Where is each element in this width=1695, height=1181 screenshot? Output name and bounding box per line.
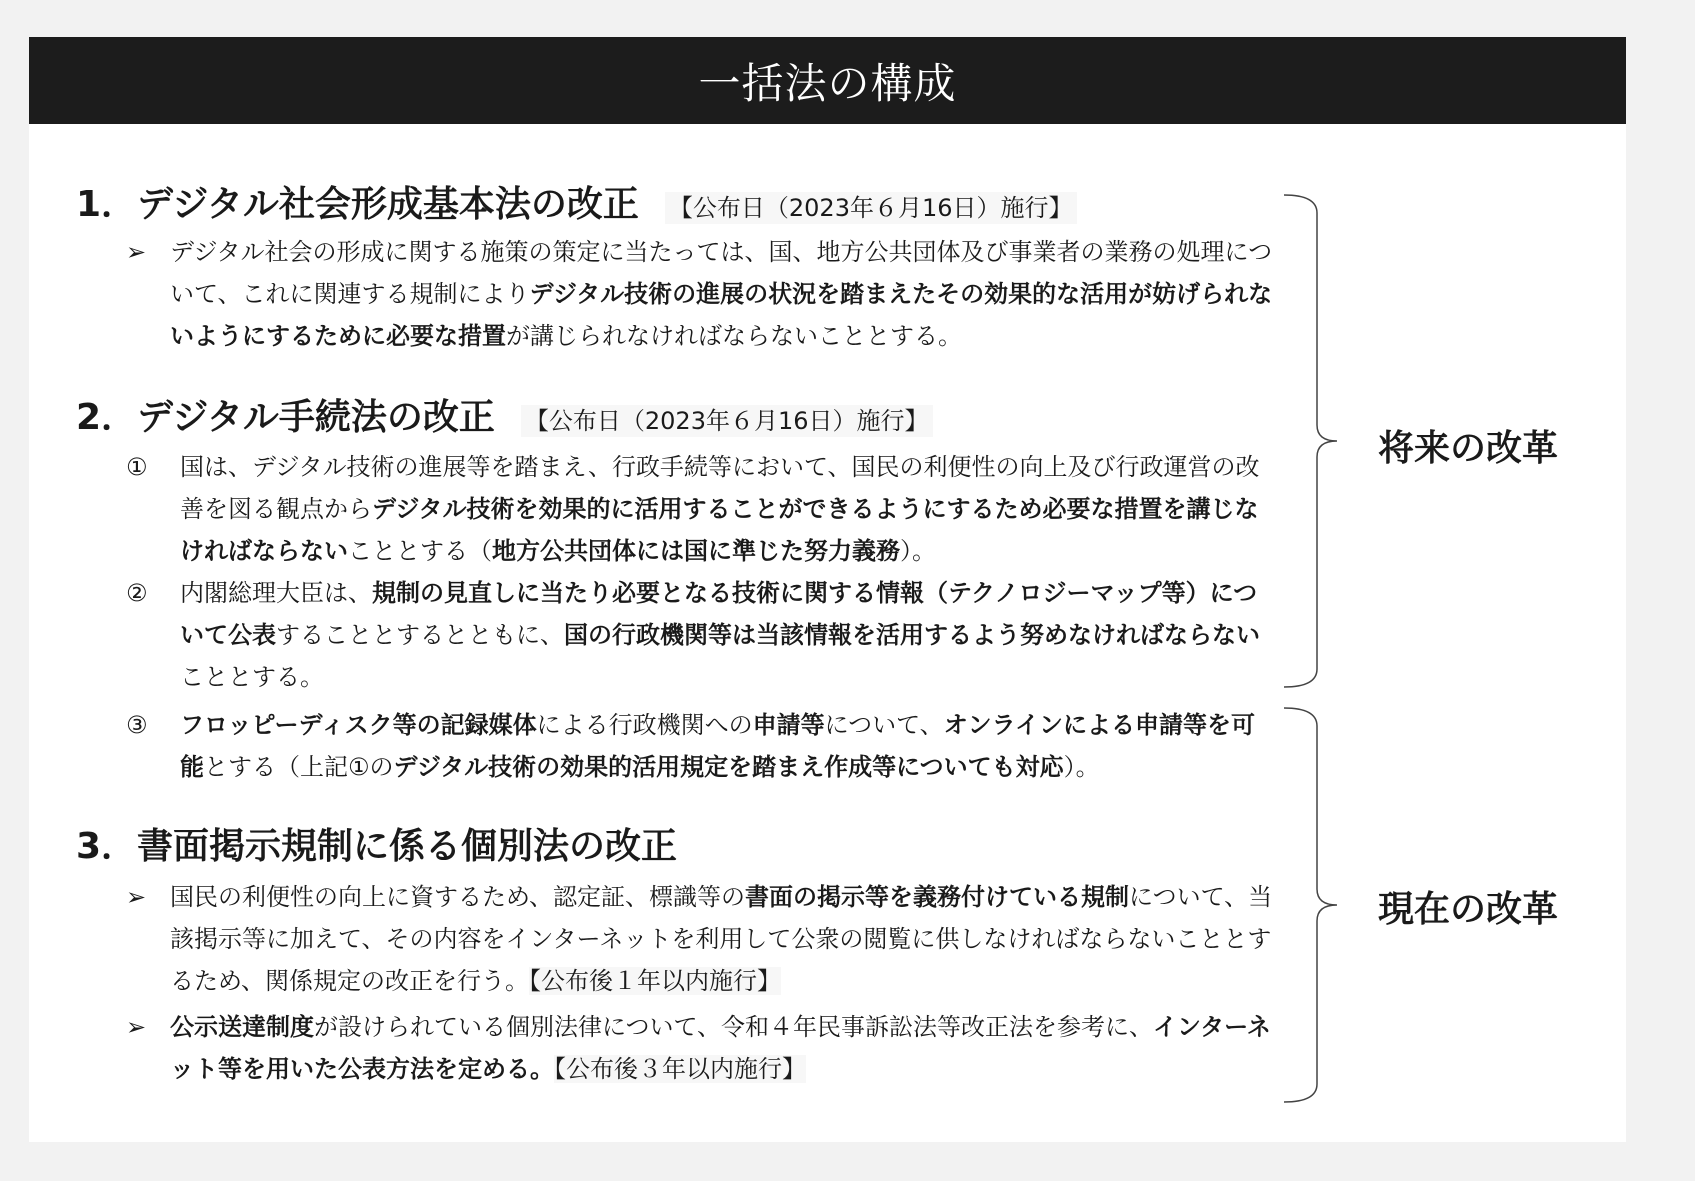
bullet-arrow-icon: ➢ bbox=[126, 238, 147, 266]
text-segment: デジタル社会の形成に関する施策の策定に当たっては、国、地方公共団体及び事業者の業務の処理について、これに関連する規制により bbox=[170, 238, 1273, 308]
section-2-item-3 bbox=[126, 704, 1276, 788]
emphasis-text: デジタル技術の進展の状況を踏まえたその効果的な活用が妨げられないようにするために必要な措置 bbox=[170, 280, 1273, 350]
section-2-item-2 bbox=[126, 572, 1276, 698]
text-segment: 国民の利便性の向上に資するため、認定証、標識等の bbox=[170, 883, 746, 911]
text-segment: することとするとともに、 bbox=[276, 621, 564, 649]
date-label: 【公布日（2023年６月16日）施行】 bbox=[665, 192, 1077, 224]
title-bar bbox=[29, 37, 1626, 124]
text-segment: ）。 bbox=[1063, 753, 1100, 781]
section-2-item-1 bbox=[126, 446, 1276, 572]
bullet-arrow-icon: ➢ bbox=[126, 883, 147, 911]
emphasis-text: デジタル技術を効果的に活用することができるようにするため必要な措置を講じなければならない bbox=[180, 495, 1259, 565]
text-segment: による行政機関への bbox=[536, 711, 753, 739]
section-3-heading bbox=[76, 818, 677, 869]
emphasis-text: 申請等 bbox=[752, 711, 825, 739]
brace-current bbox=[1282, 706, 1342, 1104]
bullet-arrow-icon: ➢ bbox=[126, 1013, 147, 1041]
page-title: 一括法の構成 bbox=[698, 58, 957, 108]
emphasis-text: インターネット等を用いた公表方法を定める。 bbox=[170, 1013, 1271, 1083]
brace-label-future: 将来の改革 bbox=[1378, 428, 1559, 469]
emphasis-text: 地方公共団体には国に準じた努力義務 bbox=[492, 537, 900, 565]
item-text bbox=[180, 704, 1276, 788]
emphasis-text: フロッピーディスク等の記録媒体 bbox=[180, 711, 537, 739]
brace-future bbox=[1282, 193, 1342, 689]
section-2-heading bbox=[76, 389, 933, 440]
item-text bbox=[170, 231, 1276, 357]
section-3-item-2 bbox=[126, 1006, 1276, 1090]
section-1-heading bbox=[76, 176, 1077, 227]
section-3-item-1 bbox=[126, 876, 1276, 1002]
text-segment: ）。 bbox=[900, 537, 936, 565]
text-segment: 国は、デジタル技術の進展等を踏まえ、行政手続等において、国民の利便性の向上及び行政運営の改善を図る観点から bbox=[180, 453, 1260, 523]
item-text bbox=[170, 1006, 1276, 1090]
text-segment: こととする（ bbox=[348, 537, 492, 565]
text-segment: とする（上記①の bbox=[204, 753, 394, 781]
heading-text: 3．書面掲示規制に係る個別法の改正 bbox=[76, 826, 678, 867]
text-segment: が講じられなければならないこととする。 bbox=[506, 322, 962, 350]
emphasis-text: 国の行政機関等は当該情報を活用するよう努めなければならない bbox=[564, 621, 1260, 649]
text-segment: こととする。 bbox=[180, 663, 324, 691]
text-segment: について、当該掲示等に加えて、その内容をインターネットを利用して公衆の閲覧に供しなければならないこととするため、関係規定の改正を行う。 bbox=[170, 883, 1273, 995]
text-segment: が設けられている個別法律について、令和４年民事訴訟法等改正法を参考に、 bbox=[314, 1013, 1154, 1041]
emphasis-text: 規制の見直しに当たり必要となる技術に関する情報（テクノロジーマップ等）について公表 bbox=[180, 579, 1258, 649]
section-1-item-1 bbox=[126, 231, 1276, 357]
heading-text: 2．デジタル手続法の改正 bbox=[76, 397, 495, 438]
brace-label-current: 現在の改革 bbox=[1378, 889, 1559, 930]
emphasis-text: 公示送達制度 bbox=[170, 1013, 314, 1041]
date-label: 【公布日（2023年６月16日）施行】 bbox=[521, 405, 933, 437]
item-text bbox=[180, 572, 1276, 698]
item-text bbox=[170, 876, 1276, 1002]
item-number: ③ bbox=[126, 711, 148, 739]
item-number: ② bbox=[126, 579, 148, 607]
item-number: ① bbox=[126, 453, 148, 481]
enforcement-note: 【公布後３年以内施行】 bbox=[554, 1055, 806, 1083]
heading-text: 1．デジタル社会形成基本法の改正 bbox=[76, 184, 639, 225]
text-segment: について、 bbox=[824, 711, 944, 739]
emphasis-text: デジタル技術の効果的活用規定を踏まえ作成等についても対応 bbox=[393, 753, 1064, 781]
item-text bbox=[180, 446, 1276, 572]
emphasis-text: 書面の掲示等を義務付けている規制 bbox=[745, 883, 1130, 911]
enforcement-note: 【公布後１年以内施行】 bbox=[529, 967, 782, 995]
emphasis-text: オンラインによる申請等を可能 bbox=[180, 711, 1255, 781]
text-segment: 内閣総理大臣は、 bbox=[180, 579, 372, 607]
